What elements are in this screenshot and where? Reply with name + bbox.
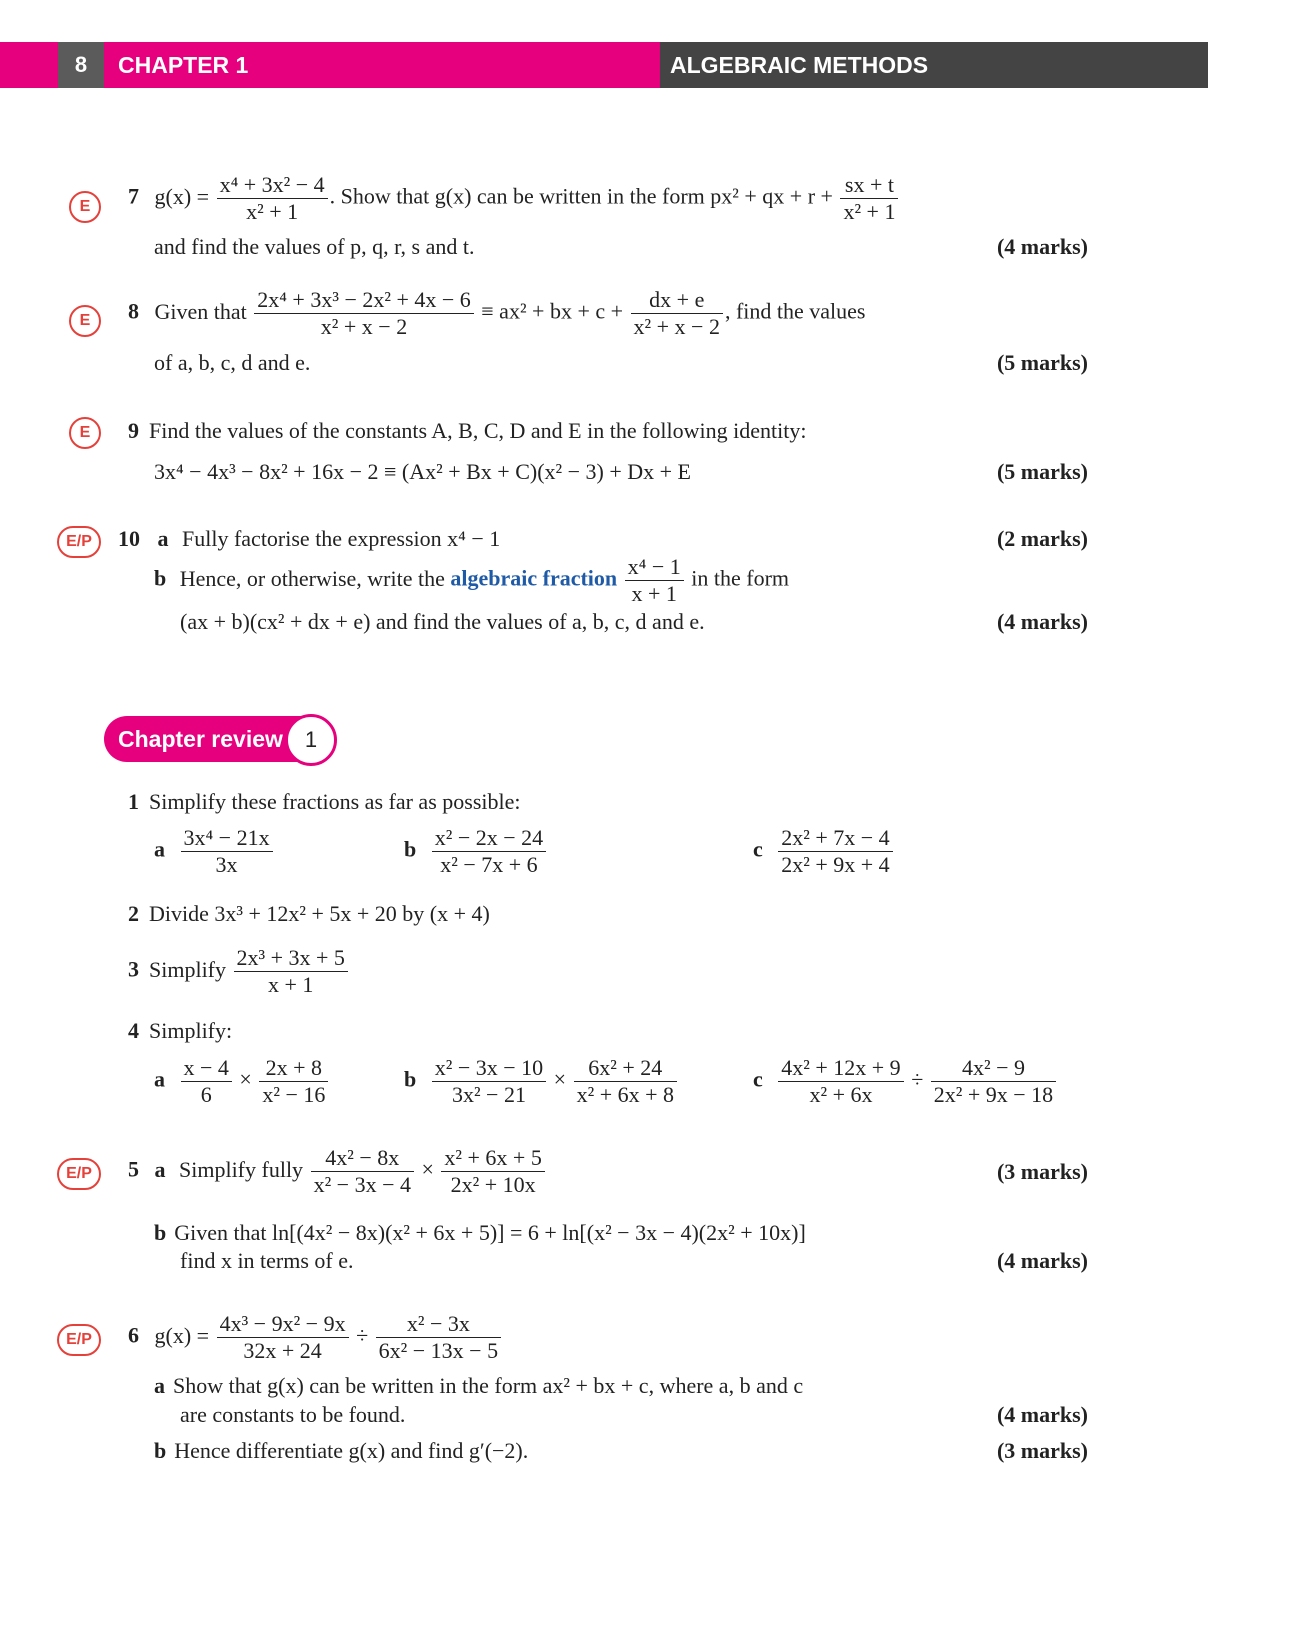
review-question-3: 3 Simplify $\frac{\text{2x³ + 3x + 5}}{x + 1}$ <box>128 945 350 998</box>
review-question-1: 1 Simplify these fractions as far as possible: <box>128 789 521 814</box>
review-5a: 5 a Simplify fully $\frac{\text{4x² − 8x}}{\text{x² − 3x − 4}}$ × $\frac{\text{x² + 6x + 5}}{\text{2x² + 10x}}$ <box>128 1145 547 1198</box>
exam-problem-badge-icon: E/P <box>57 1158 101 1190</box>
review-5b: b Given that ln[(4x² − 8x)(x² + 6x + 5)] = 6 + ln[(x² − 3x − 4)(2x² + 10x)] <box>154 1220 806 1245</box>
chapter-review-label: Chapter review <box>118 726 283 752</box>
chapter-label: CHAPTER 1 <box>118 52 249 78</box>
question-10b-line2: (ax + b)(cx² + dx + e) and find the values of a, b, c, d and e. <box>180 609 705 634</box>
marks: (4 marks) <box>996 1248 1088 1273</box>
review-4b: b $\frac{\text{x² − 3x − 10}}{\text{3x² − 21}}$ × $\frac{\text{6x² + 24}}{\text{x² + 6x + 8}}$ <box>404 1055 679 1108</box>
question-7: 7 g(x) = $\frac{\text{x⁴ + 3x² − 4}}{\text{x² + 1}}$ . Show that g(x) can be written in the form px² + qx + r + $\frac{sx + t}{\text{x² + 1}}$ <box>128 172 900 225</box>
marks: (2 marks) <box>996 526 1088 551</box>
review-question-2: 2 Divide 3x³ + 12x² + 5x + 20 by (x + 4) <box>128 901 490 926</box>
fraction: $\frac{\text{2x⁴ + 3x³ − 2x² + 4x − 6}}{\text{x² + x − 2}}$ <box>254 287 474 340</box>
exam-badge-icon: E <box>69 305 101 337</box>
marks: (3 marks) <box>996 1438 1088 1463</box>
exam-badge-icon: E <box>69 191 101 223</box>
review-1c: c $\frac{\text{2x² + 7x − 4}}{\text{2x² + 9x + 4}}$ <box>753 825 895 878</box>
review-6a: a Show that g(x) can be written in the form ax² + bx + c, where a, b and c <box>154 1373 804 1398</box>
review-1a: a $\frac{\text{3x⁴ − 21x}}{3x}$ <box>154 825 275 878</box>
marks: (5 marks) <box>996 459 1088 484</box>
marks: (4 marks) <box>996 609 1088 634</box>
marks: (3 marks) <box>996 1159 1088 1184</box>
marks: (4 marks) <box>996 234 1088 259</box>
review-question-6: 6 g(x) = $\frac{\text{4x³ − 9x² − 9x}}{32x + 24}$ ÷ $\frac{\text{x² − 3x}}{\text{6x² − 13x − 5}}$ <box>128 1311 503 1364</box>
chapter-title: ALGEBRAIC METHODS <box>670 52 929 78</box>
review-1b: b $\frac{\text{x² − 2x − 24}}{\text{x² − 7x + 6}}$ <box>404 825 548 878</box>
question-8: 8 Given that $\frac{\text{2x⁴ + 3x³ − 2x² + 4x − 6}}{\text{x² + x − 2}}$ ≡ ax² + bx + c + $\frac{dx + e}{\text{x² + x − 2}}$ , find the values <box>128 287 866 339</box>
question-7-line2: and find the values of p, q, r, s and t. <box>154 234 475 259</box>
review-question-4: 4 Simplify: <box>128 1018 233 1043</box>
marks: (4 marks) <box>996 1402 1088 1427</box>
glossary-link[interactable]: algebraic fraction <box>450 565 618 591</box>
question-9: 9 Find the values of the constants A, B, C, D and E in the following identity: <box>128 418 807 443</box>
review-5b-line2: find x in terms of e. <box>180 1248 354 1273</box>
question-9-identity: 3x⁴ − 4x³ − 8x² + 16x − 2 ≡ (Ax² + Bx + C)(x² − 3) + Dx + E <box>154 459 691 484</box>
question-10a: 10 a Fully factorise the expression x⁴ − 1 <box>118 526 501 551</box>
chapter-review-number: 1 <box>285 714 337 766</box>
review-4a: a $\frac{x - 4}{6}$ × $\frac{2x + 8}{\text{x² − 16}}$ <box>154 1055 330 1108</box>
fraction: $\frac{\text{x⁴ + 3x² − 4}}{\text{x² + 1}}$ <box>217 172 328 225</box>
question-8-line2: of a, b, c, d and e. <box>154 350 311 375</box>
page-number: 8 <box>58 42 104 88</box>
exam-badge-icon: E <box>69 417 101 449</box>
question-10b: b Hence, or otherwise, write the algebraic fraction $\frac{\text{x⁴ − 1}}{x + 1}$ in the form <box>154 554 790 606</box>
marks: (5 marks) <box>996 350 1088 375</box>
exam-problem-badge-icon: E/P <box>57 526 101 558</box>
fraction: $\frac{sx + t}{\text{x² + 1}}$ <box>840 172 898 225</box>
review-6b: b Hence differentiate g(x) and find g′(−2). <box>154 1438 529 1463</box>
exam-problem-badge-icon: E/P <box>57 1324 101 1356</box>
fraction: $\frac{\text{x⁴ − 1}}{x + 1}$ <box>625 554 684 607</box>
review-6a-line2: are constants to be found. <box>180 1402 406 1427</box>
review-4c: c $\frac{\text{4x² + 12x + 9}}{\text{x² + 6x}}$ ÷ $\frac{\text{4x² − 9}}{\text{2x² + 9x − 18}}$ <box>753 1055 1058 1108</box>
fraction: $\frac{dx + e}{\text{x² + x − 2}}$ <box>631 287 723 340</box>
